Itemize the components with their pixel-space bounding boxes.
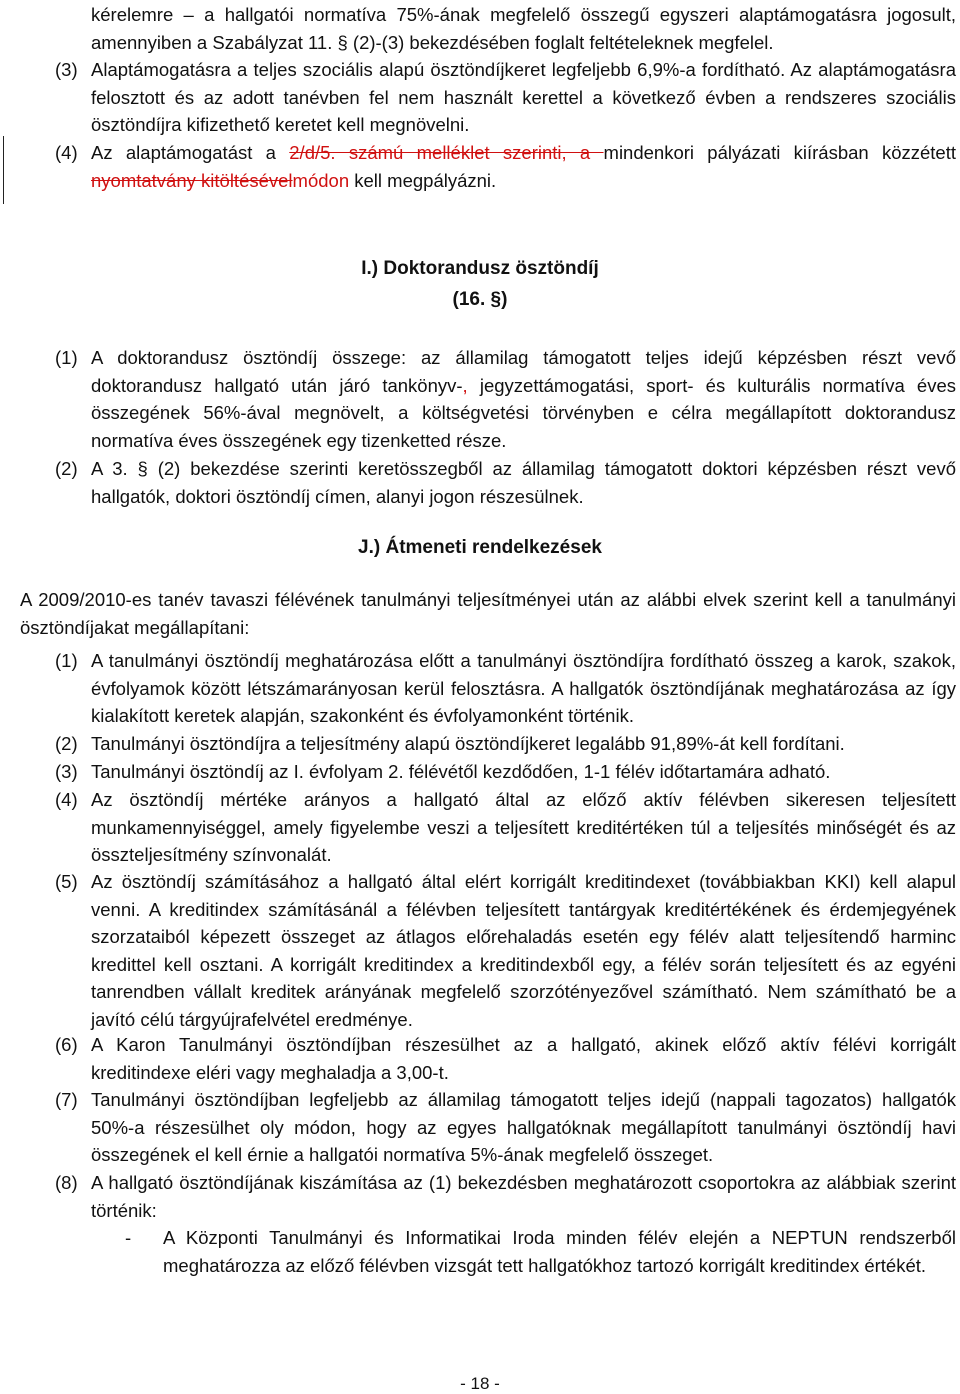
- inserted-text: ,: [462, 374, 468, 396]
- paragraph-number: (3): [55, 761, 78, 782]
- bullet-mark: -: [125, 1227, 132, 1248]
- section-j-item-4: [0, 786, 960, 869]
- paragraph-text: Tanulmányi ösztöndíjra a teljesítmény alapú ösztöndíjkeret legalább 91,89%-át kell fordítani.: [91, 733, 845, 754]
- section-j-item-2: [0, 730, 960, 758]
- bullet-text: A Központi Tanulmányi és Informatikai Iroda minden félév elején a NEPTUN rendszerből meghatározza az előző félévben vizsgát tett hallgatókhoz tartozó korrigált kreditindex értékét.: [163, 1227, 956, 1276]
- paragraph-number: (6): [55, 1034, 78, 1055]
- section-j-item-7: [0, 1086, 960, 1169]
- section-j-intro: A 2009/2010-es tanév tavaszi félévének tanulmányi teljesítményei után az alábbi elvek szerint kell a tanulmányi ösztöndíjakat megállapítani:: [20, 589, 956, 638]
- section-i-reference: (16. §): [452, 289, 508, 310]
- section-j-item-6: [0, 1031, 960, 1086]
- paragraph-number: (4): [55, 789, 78, 810]
- paragraph-number: (4): [55, 142, 78, 163]
- paragraph-continuation: [0, 1, 960, 56]
- paragraph-text: Az ösztöndíj mértéke arányos a hallgató által az előző aktív félévben sikeresen teljesített munkamennyiséggel, amely figyelembe veszi a teljesített kreditértéken túl a teljesítés minőségét és az összteljesítmény színvonalát.: [91, 789, 956, 865]
- paragraph-number: (1): [55, 650, 78, 671]
- section-i-paragraph-1: [0, 344, 960, 454]
- paragraph-number: (5): [55, 871, 78, 892]
- paragraph-3: [0, 56, 960, 139]
- paragraph-number: (2): [55, 733, 78, 754]
- paragraph-number: (7): [55, 1089, 78, 1110]
- paragraph-text: Tanulmányi ösztöndíj az I. évfolyam 2. félévétől kezdődően, 1-1 félév időtartamára adható.: [91, 761, 831, 782]
- paragraph-text: Az ösztöndíj számításához a hallgató által elért korrigált kreditindexet (továbbiakban KKI) kell alapul venni. A kreditindex számításánál a félévben teljesített tantárgyak kreditértékének és érdemjegyének szorzataiból képezett összeget az átlagos előrehaladás esetén egy félév alatt teljesítendő harminc kredittel kell osztani. A korrigált kreditindex a kreditindexből egy, a félév során teljesített és az egyéni tanrendben vállalt kreditek arányának megfelelő szorzótényezővel számítható. Nem számítható be a javító célú tárgyújrafelvétel eredménye.: [91, 871, 956, 1030]
- inserted-text: módon: [292, 169, 350, 191]
- section-j-item-3: [0, 758, 960, 786]
- deleted-text: nyomtatvány kitöltésével: [91, 169, 293, 191]
- section-j-item-1: [0, 647, 960, 730]
- paragraph-text: A 3. § (2) bekezdése szerinti keretösszegből az államilag támogatott doktori képzésben részt vevő hallgatók, doktori ösztöndíj címen, alanyi jogon részesülnek.: [91, 458, 956, 507]
- deleted-text: 2/d/5. számú melléklet szerinti, a: [289, 142, 604, 163]
- paragraph-number: (1): [55, 347, 78, 368]
- section-i-paragraph-2: [0, 455, 960, 510]
- paragraph-number: (3): [55, 59, 78, 80]
- paragraph-text: A tanulmányi ösztöndíj meghatározása előtt a tanulmányi ösztöndíjra fordítható összeg a karok, szakok, évfolyamok között létszámarányosan kerül felosztásra. A hallgatók ösztöndíjának meghatározása az így kialakított keretek alapján, szakonként és évfolyamonként történik.: [91, 650, 956, 726]
- paragraph-text: A Karon Tanulmányi ösztöndíjban részesülhet az a hallgató, akinek előző aktív félévi korrigált kreditindexe eléri vagy meghaladja a 3,00-t.: [91, 1034, 956, 1083]
- paragraph-text: Tanulmányi ösztöndíjban legfeljebb az államilag támogatott teljes idejű (nappali tagozatos) hallgatók 50%-a részesülhet oly módon, hogy az egyes hallgatóknak megállapított tanulmányi ösztöndíj havi összegének el kell érnie a hallgatói normatíva 5%-ának megfelelő összeget.: [91, 1089, 956, 1165]
- paragraph-text: kérelemre – a hallgatói normatíva 75%-ának megfelelő összegű egyszeri alaptámogatásra jogosult, amennyiben a Szabályzat 11. § (2)-(3) bekezdésében foglalt feltételeknek megfelel.: [91, 4, 956, 53]
- section-j-item-8: [0, 1169, 960, 1224]
- paragraph-text: A doktorandusz ösztöndíj összege: az államilag támogatott teljes idejű képzésben részt vevő doktorandusz hallgató után járó tankönyv-, jegyzettámogatási, sport- és kulturális normatíva éves összegének 56%-ával megnövelt, a költségvetési törvényben e célra megállapított doktorandusz normatíva éves összegének egy tizenketted része.: [91, 347, 957, 451]
- section-i-title: I.) Doktorandusz ösztöndíj: [361, 258, 599, 279]
- paragraph-text: Alaptámogatásra a teljes szociális alapú ösztöndíjkeret legfeljebb 6,9%-a fordítható. Az alaptámogatásra felosztott és az adott tanévben fel nem használt kerettel a következő évben a rendszeres szociális ösztöndíjra kifizethető keretet kell megnövelni.: [91, 59, 956, 135]
- paragraph-text: A hallgató ösztöndíjának kiszámítása az (1) bekezdésben meghatározott csoportokra az alábbiak szerint történik:: [91, 1172, 956, 1221]
- page-number: - 18 -: [460, 1374, 500, 1393]
- section-j-bullet: [0, 1224, 960, 1279]
- paragraph-number: (8): [55, 1172, 78, 1193]
- paragraph-number: (2): [55, 458, 78, 479]
- paragraph-4: [0, 139, 960, 194]
- section-j-title: J.) Átmeneti rendelkezések: [358, 537, 602, 558]
- section-j-item-5: [0, 868, 960, 1033]
- paragraph-text: Az alaptámogatást a 2/d/5. számú melléklet szerinti, a mindenkori pályázati kiírásban közzétett nyomtatvány kitöltésévelmódon kell megpályázni.: [91, 142, 957, 191]
